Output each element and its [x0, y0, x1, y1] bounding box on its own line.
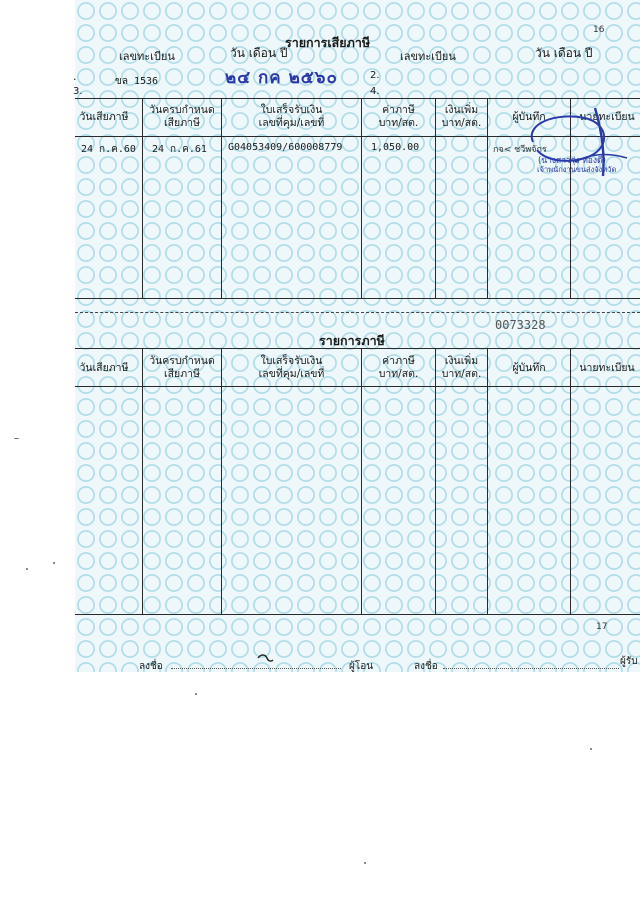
top-col-due-date: วันครบกำหนด เสียภาษี: [149, 104, 215, 129]
top-col-pay-date: วันเสียภาษี: [79, 111, 129, 123]
receiver-label: ผู้รับ: [620, 656, 638, 667]
date-label-right: วัน เดือน ปี: [535, 46, 593, 60]
page-number-top: 16: [593, 25, 605, 35]
scan-speck: [364, 862, 366, 864]
serial-partial: 0073328: [495, 318, 546, 332]
scan-speck: [195, 693, 197, 695]
record-tax: 1,050.00: [371, 142, 420, 153]
bottom-col-tax: ค่าภาษี บาท/สต.: [378, 355, 419, 380]
date-label-left: วัน เดือน ปี: [230, 46, 288, 60]
bottom-section-title: รายการภาษี: [319, 333, 385, 348]
reg-label-left: เลขทะเบียน: [119, 50, 175, 63]
record-receipt: G04053409/600008779: [228, 142, 343, 153]
bottom-col-pay-date: วันเสียภาษี: [79, 362, 129, 374]
record-due-date: 24 ก.ค.61: [152, 144, 207, 155]
bottom-col-registrar: นายทะเบียน: [579, 362, 635, 374]
page-number-bottom: 17: [596, 622, 608, 632]
scan-speck: [26, 568, 28, 570]
row-label-2: 2.: [370, 70, 380, 81]
bottom-col-recorder: ผู้บันทึก: [512, 362, 546, 374]
reg-label-right: เลขทะเบียน: [400, 50, 456, 63]
transferor-signature-mark: [255, 652, 275, 666]
bottom-col-receipt: ใบเสร็จรับเงิน เลขที่คุม/เลขที่: [258, 355, 325, 380]
top-section-title: รายการเสียภาษี: [285, 35, 371, 50]
registrar-stamp-title: เจ้าพนักงานขนส่งจังหวัด: [537, 165, 617, 174]
row-label-3: 3.: [73, 86, 83, 97]
scan-speck: [53, 562, 55, 564]
row-label-4: 4.: [370, 86, 380, 97]
top-col-surcharge: เงินเพิ่ม บาท/สต.: [441, 104, 482, 129]
top-col-receipt: ใบเสร็จรับเงิน เลขที่คุม/เลขที่: [258, 104, 325, 129]
bottom-col-surcharge: เงินเพิ่ม บาท/สต.: [441, 355, 482, 380]
scan-speck: [590, 748, 592, 750]
scan-speck: [14, 438, 19, 439]
top-col-recorder: ผู้บันทึก: [512, 111, 546, 123]
transferor-label: ผู้โอน: [349, 661, 374, 672]
record-pay-date: 24 ก.ค.60: [81, 144, 136, 155]
top-col-registrar: นายทะเบียน: [579, 111, 635, 123]
registrar-signature: [515, 102, 640, 182]
bottom-col-due-date: วันครบกำหนด เสียภาษี: [149, 355, 215, 380]
record-recorder: กจ< ชวีพจักร: [493, 145, 547, 155]
sign-label-receiver: ลงชื่อ: [414, 661, 438, 672]
registration-value: ขล 1536: [115, 76, 159, 87]
registration-sheet: 16 รายการเสียภาษี เลขทะเบียน วัน เดือน ปี เลขทะเบียน วัน เดือน ปี . ขล 1536 ๒๔ กค ๒๕๖๐ 2. 4. 3. วันเสียภาษี วันครบกำหนด เสียภาษี ใบเสร็จรับเงิน เลขที่คุม/เลขที่ ค่าภาษี บาท/สต. เงินเพิ่ม บาท/สต. ผู้บันทึก นายทะเบียน 24 ก.ค.60 24 ก.ค.61 G04053409/600008779 1,050.00 กจ< ชวีพจักร (นางสาวรุ่ง ทองดี) เจ้าพนักงานขนส่งจังหวัด 0073328 รายการภาษี วันเสียภาษี วันครบกำหนด เสียภาษี ใบเสร็จรับเงิน เลขที่คุม/เลขที่ ค่าภาษี บาท/สต. เงินเพิ่ม บาท/สต. ผู้บันทึก นายทะเบียน 17 ลงชื่อ ผู้โอน ลงชื่อ ผู้รับ: [75, 0, 640, 672]
registrar-stamp-name: (นางสาวรุ่ง ทองดี): [538, 156, 606, 166]
handwritten-date: ๒๔ กค ๒๕๖๐: [225, 68, 338, 88]
top-col-tax: ค่าภาษี บาท/สต.: [378, 104, 419, 129]
sign-label-transferor: ลงชื่อ: [139, 661, 163, 672]
